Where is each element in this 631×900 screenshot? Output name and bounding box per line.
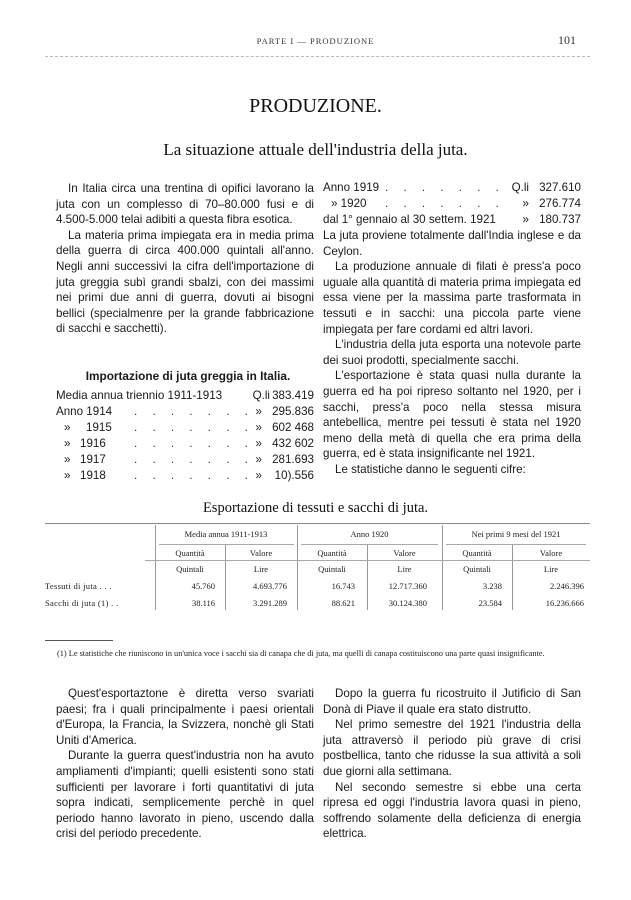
footnote-text: (1) Le statistiche che riuniscono in un'unica voce i sacchi sia di canapa che di juta, ma quelli di canapa costituiscono una parte quasi insignificante. (57, 649, 545, 658)
period-header: Nei primi 9 mesi del 1921 (471, 529, 561, 539)
cell-value: 16.236.666 (545, 598, 584, 608)
row-value: 327.610 (539, 181, 581, 194)
paragraph: Dopo la guerra fu ricostruito il Jutificio di San Donà di Piave il quale era stato distrutto. (323, 687, 581, 716)
header-rule (145, 560, 590, 561)
paragraph: L'esportazione è stata quasi nulla durante la guerra ed ha poi ripreso soltanto nel 1920, per i sacchi, press'a poco nella stessa misura antebellica, mentre pei tessuti è stata nel 1920 meno della metà di quella che era prima della guerra, ed è stata insignificante nel 1921. (323, 369, 581, 461)
cell-value: 12.717.360 (388, 581, 427, 591)
cell-value: 3.291.289 (253, 598, 287, 608)
paragraph: Le statistiche danno le seguenti cifre: (335, 462, 526, 476)
row-year: 1915 (86, 421, 112, 434)
ditto-mark: » (64, 453, 71, 466)
import-table-title: Importazione di juta greggia in Italia. (85, 369, 291, 383)
row-label: » 1920 (331, 197, 367, 210)
ditto-mark: » (64, 469, 71, 482)
row-unit: » (255, 469, 262, 482)
row-unit: » (522, 197, 529, 210)
row-value: 10).556 (274, 469, 314, 482)
cell-value: 88.621 (331, 598, 355, 608)
quantity-header: Quantità (317, 548, 347, 558)
cell-value: 2.246.396 (550, 581, 584, 591)
value-header: Valore (539, 548, 563, 558)
unit-label: Lire (543, 564, 559, 574)
row-unit: » (522, 213, 529, 226)
unit-label: Quintali (176, 564, 204, 574)
left-column-intro (56, 181, 314, 337)
leader-dots: . . . . . . . (134, 421, 254, 434)
header-rule (159, 544, 294, 545)
unit-label: Quintali (463, 564, 491, 574)
unit-label: Lire (253, 564, 269, 574)
left-column-bottom (56, 686, 314, 842)
row-value: 383.419 (272, 389, 314, 402)
quantity-header: Quantità (462, 548, 492, 558)
row-label: Tessuti di juta . . . (45, 581, 112, 591)
import-row (56, 389, 314, 404)
import-row (323, 197, 581, 212)
export-table-title: Esportazione di tessuti e sacchi di juta. (202, 500, 429, 516)
row-value: 602 468 (272, 421, 314, 434)
paragraph: La produzione annuale di filati è press'a poco uguale alla quantità di materia prima impiegata ed essa viene per la massima parte trasformata in tessuti e in sacchi: una piccola parte viene impiegata per fare cordami ed altri lavori. (323, 260, 581, 336)
page-title: PRODUZIONE. (249, 95, 382, 117)
row-value: 432 602 (272, 437, 314, 450)
cell-value: 4.693.776 (253, 581, 287, 591)
unit-label: Quintali (318, 564, 346, 574)
leader-dots: . . . . . . . (134, 453, 254, 466)
row-unit: » (255, 437, 262, 450)
row-unit: Q.li (252, 389, 270, 402)
period-header: Media annua 1911-1913 (184, 529, 268, 539)
paragraph: La juta proviene totalmente dall'India inglese e da Ceylon. (323, 229, 581, 258)
import-row (323, 181, 581, 196)
row-label: dal 1° gennaio al 30 settem. 1921 (323, 213, 496, 226)
import-row (56, 421, 314, 436)
page-number: 101 (558, 33, 576, 47)
header-rule (45, 56, 590, 57)
unit-label: Lire (397, 564, 412, 574)
row-unit: » (255, 405, 262, 418)
row-label: Anno 1919 (323, 181, 380, 194)
right-column-text (323, 228, 581, 478)
paragraph: Quest'esportaztone è diretta verso svariati paesi; fra i quali principalmente i paesi orientali d'Europa, la Francia, la Svizzera, nonchè gli Stati Uniti d'America. (56, 687, 314, 747)
right-column-bottom (323, 686, 581, 842)
leader-dots: . . . . . . . (385, 197, 505, 210)
paragraph: Nel secondo semestre si ebbe una certa ripresa ed oggi l'industria lavora quasi in pieno, soffrendo solamente della deficienza di energia elettrica. (323, 780, 581, 841)
leader-dots: . . . . . . . (134, 437, 254, 450)
running-head: PARTE I — PRODUZIONE (256, 36, 375, 46)
header-rule (301, 544, 438, 545)
paragraph: In Italia circa una trentina di opifici lavorano la juta con un complesso di 70–80.000 fusi e di 4.500-5.000 telai adibiti a questa fibra esotica. (56, 182, 314, 227)
cell-value: 16.743 (331, 581, 355, 591)
leader-dots: . . . . . . . (134, 405, 254, 418)
row-unit: Q.li (511, 181, 529, 194)
ditto-mark: » (64, 421, 71, 434)
row-unit: » (255, 453, 262, 466)
row-value: 295.836 (272, 405, 314, 418)
import-row (56, 453, 314, 468)
footnote-rule (45, 640, 113, 641)
import-row (56, 469, 314, 484)
paragraph: L'industria della juta esporta una notevole parte dei suoi prodotti, specialmente sacchi. (323, 338, 581, 367)
cell-value: 45.760 (191, 581, 215, 591)
table-top-rule (45, 523, 590, 524)
period-header: Anno 1920 (350, 529, 389, 539)
row-year: 1916 (80, 437, 106, 450)
row-value: 281.693 (272, 453, 314, 466)
row-label: Media annua triennio 1911-1913 (56, 389, 223, 402)
cell-value: 23.584 (478, 598, 502, 608)
row-year: 1917 (80, 453, 106, 466)
row-year: 1918 (80, 469, 106, 482)
import-row (323, 213, 581, 228)
leader-dots: . . . . . . . (134, 469, 254, 482)
footnote (45, 649, 590, 659)
row-value: 180.737 (539, 213, 581, 226)
row-label: Anno 1914 (56, 405, 113, 418)
leader-dots: . . . . . . . (385, 181, 505, 194)
import-row (56, 405, 314, 420)
quantity-header: Quantità (175, 548, 205, 558)
paragraph: Durante la guerra quest'industria non ha avuto ampliamenti d'impianti; quelli esistenti sono stati sufficienti per lavorare i forti quantitativi di juta sopra indicati, semplicemente perchè in quel periodo hanno lavorato in pieno, uscendo dalla crisi del periodo precedente. (56, 749, 314, 841)
value-header: Valore (393, 548, 416, 558)
import-row (56, 437, 314, 452)
value-header: Valore (249, 548, 273, 558)
row-label: Sacchi di juta (1) . . (45, 598, 119, 608)
cell-value: 30.124.380 (388, 598, 427, 608)
ditto-mark: » (64, 437, 71, 450)
cell-value: 3.238 (482, 581, 502, 591)
paragraph: La materia prima impiegata era in media prima della guerra di circa 400.000 quintali all'anno. Negli anni successivi la cifra dell'importazione di juta greggia subì grandi sbalzi, con dei massimi nei primi due anni di guerra, dovuti ai bisogni bellici (specialmenre per la grande fabbricazione di sacchi e sacchetti). (56, 228, 314, 336)
paragraph: Nel primo semestre del 1921 l'industria della juta attraversò il periodo più grave di crisi postbellica, tanto che ridusse la sua attività a soli due giorni alla settimana. (323, 718, 581, 778)
row-value: 276.774 (539, 197, 581, 210)
section-subtitle: La situazione attuale dell'industria della juta. (163, 140, 468, 159)
header-rule (446, 544, 586, 545)
row-unit: » (255, 421, 262, 434)
cell-value: 38.116 (191, 598, 215, 608)
